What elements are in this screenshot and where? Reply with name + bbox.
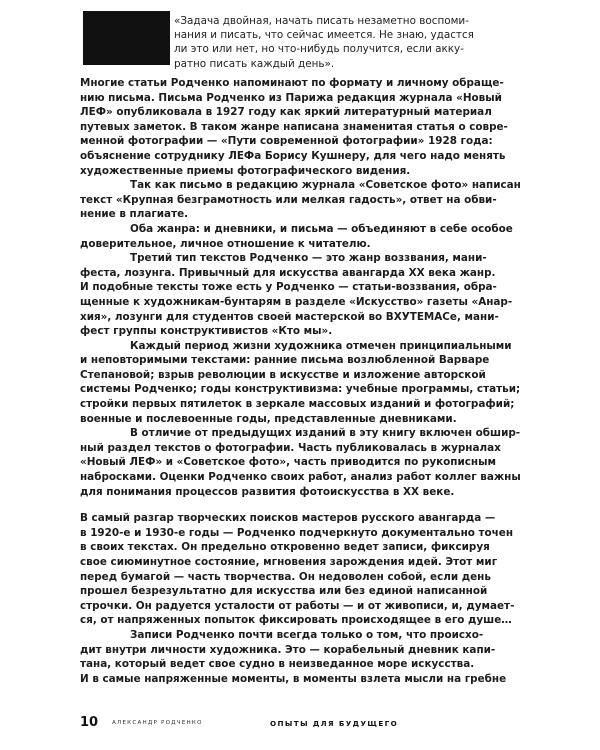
page-number: 10: [80, 715, 99, 730]
paragraph: [80, 251, 513, 339]
running-title: ОПЫТЫ ДЛЯ БУДУЩЕГО: [270, 719, 399, 728]
paragraph-line: текст «Крупная безграмотность или мелкая гадость», ответ на обви-: [80, 193, 497, 206]
paragraph-line: Степановой; взрыв революции в искусстве и изложение авторской: [80, 368, 486, 381]
paragraph-line: И подобные тексты тоже есть у Родченко — статьи-воззвания, обра-: [80, 281, 497, 294]
paragraph-line: военные и послевоенные годы, представленные дневниками.: [80, 412, 457, 425]
paragraph: [80, 426, 521, 499]
paragraph-line: хия», лозунги для студентов своей мастерской во ВХУТЕМАСе, мани-: [80, 310, 499, 323]
paragraph: [80, 76, 508, 178]
paragraph-line: менной фотографии — «Пути современной фотографии» 1928 года:: [80, 135, 493, 148]
paragraph-line: тана, который ведет свое судно в неизведанное море искусства.: [80, 658, 475, 671]
paragraph-line: щенные к художникам-бунтарям в разделе «Искусство» газеты «Анар-: [80, 295, 513, 308]
body-text: [80, 76, 521, 686]
epigraph-line: ли это или нет, но что-нибудь получится, если акку-: [174, 43, 464, 56]
paragraph-line: набросками. Оценки Родченко своих работ, анализ работ коллег важны: [80, 471, 521, 484]
paragraph-line: для понимания процессов развития фотоискусства в XX веке.: [80, 485, 455, 498]
paragraph-line: в своих текстах. Он предельно откровенно ведет записи, фиксируя: [80, 541, 490, 554]
paragraph-line: нение в плагиате.: [80, 208, 189, 221]
paragraph-line: ный раздел текстов о фотографии. Часть публиковалась в журналах: [80, 441, 501, 454]
paragraph-line: объяснение сотруднику ЛЕФа Борису Кушнеру, для чего надо менять: [80, 149, 506, 162]
running-author: АЛЕКСАНДР РОДЧЕНКО: [112, 720, 203, 726]
paragraph-line: путевых заметок. В таком жанре написана знаменитая статья о совре-: [80, 120, 508, 133]
page-footer: [80, 715, 500, 735]
paragraph-line: В самый разгар творческих поисков мастеров русского авангарда —: [80, 512, 496, 525]
paragraph: [80, 511, 515, 628]
paragraph-line: ЛЕФ» опубликовала в 1927 году как яркий литературный материал: [80, 106, 492, 119]
paragraph-line: свое сиюминутное состояние, мгновения зарождения идей. Этот миг: [80, 556, 498, 568]
paragraph-line: системы Родченко; годы конструктивизма: учебные программы, статьи;: [80, 383, 521, 396]
paragraph-line: нию письма. Письма Родченко из Парижа редакция журнала «Новый: [80, 91, 502, 104]
paragraph: [80, 628, 507, 686]
paragraph-line: художественные приемы фотографического видения.: [80, 164, 411, 177]
paragraph-line: в 1920-е и 1930-е годы — Родченко подчеркнуто документально точен: [80, 526, 514, 539]
epigraph-line: «Задача двойная, начать писать незаметно воспоми-: [174, 15, 469, 27]
paragraph-line: доверительное, личное отношение к читателю.: [80, 237, 371, 250]
paragraph-line: перед бумагой — часть творчества. Он недоволен собой, если день: [80, 570, 491, 583]
paragraph-line: стройки первых пятилеток в зеркале массовых изданий и фотографий;: [80, 398, 515, 411]
section-gap: [80, 499, 492, 511]
paragraph-line: ся, от напряженных попыток фиксировать происходящее в его душе…: [80, 614, 512, 627]
paragraph-line: прошел безрезультатно для искусства или без единой написанной: [80, 585, 488, 598]
paragraph-line: Так как письмо в редакцию журнала «Советское фото» написан: [130, 179, 521, 192]
paragraph-line: Многие статьи Родченко напоминают по формату и личному обраще-: [80, 77, 504, 89]
epigraph-line: ратно писать каждый день».: [174, 57, 335, 70]
paragraph: [80, 222, 513, 251]
paragraph: [80, 178, 521, 222]
paragraph-line: Записи Родченко почти всегда только о том, что происхо-: [130, 628, 484, 641]
paragraph-line: строчки. Он радуется усталости от работы — и от живописи, и, думает-: [80, 599, 515, 612]
paragraph-line: феста, лозунга. Привычный для искусства авангарда XX века жанр.: [80, 266, 496, 279]
paragraph-line: И в самые напряженные моменты, в моменты взлета мысли на гребне: [80, 672, 507, 685]
paragraph-line: фест группы конструктивистов «Кто мы».: [80, 325, 333, 338]
black-image-block: [83, 11, 170, 65]
paragraph: [80, 339, 521, 427]
paragraph-line: «Новый ЛЕФ» и «Советское фото», часть приводится по рукописным: [80, 456, 496, 469]
paragraph-line: В отличие от предыдущих изданий в эту книгу включен обшир-: [130, 427, 521, 440]
paragraph-line: Каждый период жизни художника отмечен принципиальными: [130, 339, 512, 352]
paragraph-line: Третий тип текстов Родченко — это жанр воззвания, мани-: [130, 252, 487, 265]
epigraph-quote: [174, 14, 479, 71]
paragraph-line: и неповторимыми текстами: ранние письма возлюбленной Варваре: [80, 354, 490, 367]
epigraph-line: нания и писать, что сейчас имеется. Не знаю, удастся: [174, 29, 474, 42]
paragraph-line: дит внутри личности художника. Это — корабельный дневник капи-: [80, 643, 496, 656]
paragraph-line: Оба жанра: и дневники, и письма — объединяют в себе особое: [130, 222, 513, 235]
